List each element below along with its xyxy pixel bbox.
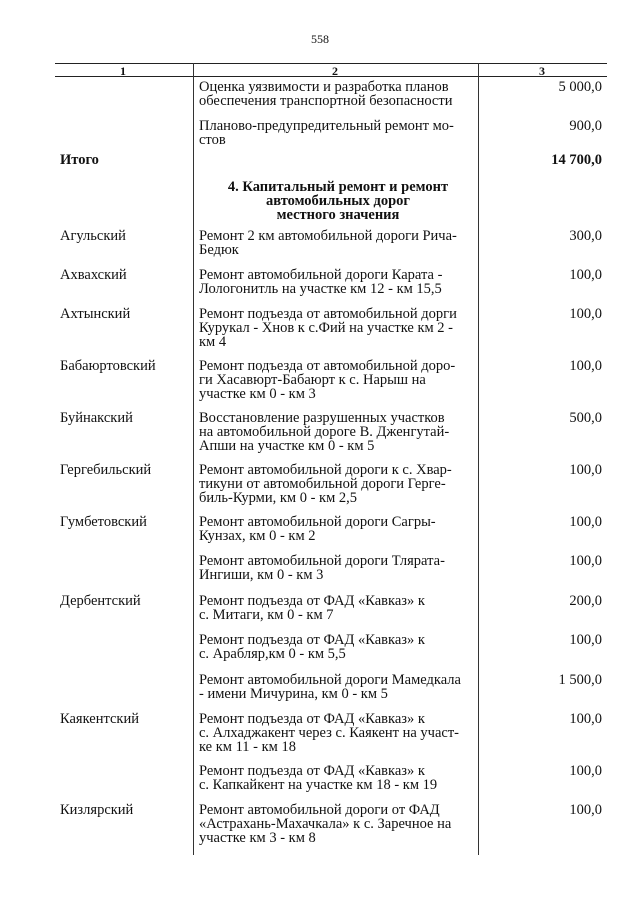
description-line: Бедюк bbox=[199, 242, 239, 258]
district-cell: Бабаюртовский bbox=[60, 358, 156, 374]
description-line: Ремонт подъезда от ФАД «Кавказ» к bbox=[199, 632, 425, 648]
description-line: на автомобильной дороге В. Дженгутай- bbox=[199, 424, 450, 440]
district-cell: Агульский bbox=[60, 228, 126, 244]
description-line: участке км 3 - км 8 bbox=[199, 830, 316, 846]
amount-cell: 100,0 bbox=[569, 267, 602, 283]
description-line: Ремонт автомобильной дороги от ФАД bbox=[199, 802, 440, 818]
district-cell: Каякентский bbox=[60, 711, 139, 727]
amount-cell: 100,0 bbox=[569, 802, 602, 818]
description-line: с. Алхаджакент через с. Каякент на участ- bbox=[199, 725, 460, 741]
district-cell: Кизлярский bbox=[60, 802, 134, 818]
description-cell bbox=[199, 411, 449, 453]
description-line: Оценка уязвимости и разработка планов bbox=[199, 79, 449, 95]
amount-cell: 500,0 bbox=[569, 410, 602, 426]
description-line: Ремонт автомобильной дороги к с. Хвар- bbox=[199, 462, 452, 478]
section-heading-line: автомобильных дорог bbox=[265, 193, 410, 209]
district-cell: Гумбетовский bbox=[60, 514, 147, 530]
description-line: Курукал - Хнов к с.Фий на участке км 2 - bbox=[199, 320, 453, 336]
description-line: обеспечения транспортной безопасности bbox=[199, 93, 453, 109]
column-header-2: 2 bbox=[332, 64, 338, 78]
description-line: Ремонт автомобильной дороги Сагры- bbox=[199, 514, 436, 530]
amount-cell: 100,0 bbox=[569, 306, 602, 322]
section-heading bbox=[199, 180, 477, 222]
description-cell bbox=[199, 463, 452, 505]
description-line: ке км 11 - км 18 bbox=[199, 739, 296, 755]
district-cell: Дербентский bbox=[60, 593, 141, 609]
district-cell: Ахтынский bbox=[60, 306, 131, 322]
amount-cell: 5 000,0 bbox=[558, 79, 602, 95]
description-cell bbox=[199, 673, 461, 701]
description-cell bbox=[199, 803, 451, 845]
table-top-rule bbox=[55, 63, 607, 64]
description-line: Ремонт автомобильной дороги Тлярата- bbox=[199, 553, 445, 569]
description-line: участке км 0 - км 3 bbox=[199, 386, 316, 402]
description-line: км 4 bbox=[199, 334, 227, 350]
description-cell bbox=[199, 268, 442, 296]
section-heading-line: 4. Капитальный ремонт и ремонт bbox=[227, 179, 449, 195]
page-number: 558 bbox=[311, 32, 329, 46]
description-line: Ремонт автомобильной дороги Мамедкала bbox=[199, 672, 461, 688]
column-header-1: 1 bbox=[120, 64, 126, 78]
amount-cell: 100,0 bbox=[569, 632, 602, 648]
column-divider-right bbox=[478, 63, 479, 855]
amount-cell: 1 500,0 bbox=[558, 672, 602, 688]
description-line: стов bbox=[199, 132, 226, 148]
amount-cell: 14 700,0 bbox=[551, 152, 602, 168]
amount-cell: 100,0 bbox=[569, 553, 602, 569]
column-header-3: 3 bbox=[539, 64, 545, 78]
description-cell bbox=[199, 229, 457, 257]
description-line: Апши на участке км 0 - км 5 bbox=[199, 438, 375, 454]
description-line: Ремонт автомобильной дороги Карата - bbox=[199, 267, 443, 283]
description-cell bbox=[199, 764, 437, 792]
description-line: Ремонт подъезда от ФАД «Кавказ» к bbox=[199, 711, 425, 727]
district-cell: Итого bbox=[60, 152, 99, 168]
description-cell bbox=[199, 359, 455, 401]
table-header-rule bbox=[55, 76, 607, 77]
description-line: с. Капкайкент на участке км 18 - км 19 bbox=[199, 777, 438, 793]
description-cell bbox=[199, 307, 457, 349]
amount-cell: 100,0 bbox=[569, 462, 602, 478]
description-line: с. Арабляр,км 0 - км 5,5 bbox=[199, 646, 346, 662]
description-line: Ремонт подъезда от автомобильной дорги bbox=[199, 306, 457, 322]
description-line: ги Хасавюрт-Бабаюрт к с. Нарыш на bbox=[199, 372, 426, 388]
description-line: Кунзах, км 0 - км 2 bbox=[199, 528, 316, 544]
description-line: Ремонт подъезда от ФАД «Кавказ» к bbox=[199, 763, 425, 779]
amount-cell: 200,0 bbox=[569, 593, 602, 609]
description-cell bbox=[199, 80, 452, 108]
description-cell bbox=[199, 554, 445, 582]
description-line: Лологонитль на участке км 12 - км 15,5 bbox=[199, 281, 442, 297]
description-line: Восстановление разрушенных участков bbox=[199, 410, 445, 426]
description-cell bbox=[199, 712, 459, 754]
description-line: - имени Мичурина, км 0 - км 5 bbox=[199, 686, 388, 702]
district-cell: Буйнакский bbox=[60, 410, 133, 426]
description-cell bbox=[199, 515, 436, 543]
description-line: с. Митаги, км 0 - км 7 bbox=[199, 607, 334, 623]
description-cell bbox=[199, 633, 425, 661]
district-cell: Ахвахский bbox=[60, 267, 127, 283]
description-cell bbox=[199, 594, 425, 622]
amount-cell: 100,0 bbox=[569, 514, 602, 530]
amount-cell: 900,0 bbox=[569, 118, 602, 134]
description-line: биль-Курми, км 0 - км 2,5 bbox=[199, 490, 358, 506]
description-line: Ремонт подъезда от автомобильной доро- bbox=[199, 358, 456, 374]
description-line: Ремонт 2 км автомобильной дороги Рича- bbox=[199, 228, 457, 244]
description-line: Ремонт подъезда от ФАД «Кавказ» к bbox=[199, 593, 425, 609]
section-heading-line: местного значения bbox=[276, 207, 400, 223]
description-line: Ингиши, км 0 - км 3 bbox=[199, 567, 324, 583]
description-line: тикуни от автомобильной дороги Герге- bbox=[199, 476, 446, 492]
column-divider-left bbox=[193, 63, 194, 855]
amount-cell: 100,0 bbox=[569, 763, 602, 779]
description-cell bbox=[199, 119, 454, 147]
amount-cell: 100,0 bbox=[569, 358, 602, 374]
amount-cell: 300,0 bbox=[569, 228, 602, 244]
district-cell: Гергебильский bbox=[60, 462, 152, 478]
description-line: Планово-предупредительный ремонт мо- bbox=[199, 118, 454, 134]
amount-cell: 100,0 bbox=[569, 711, 602, 727]
description-line: «Астрахань-Махачкала» к с. Заречное на bbox=[199, 816, 452, 832]
